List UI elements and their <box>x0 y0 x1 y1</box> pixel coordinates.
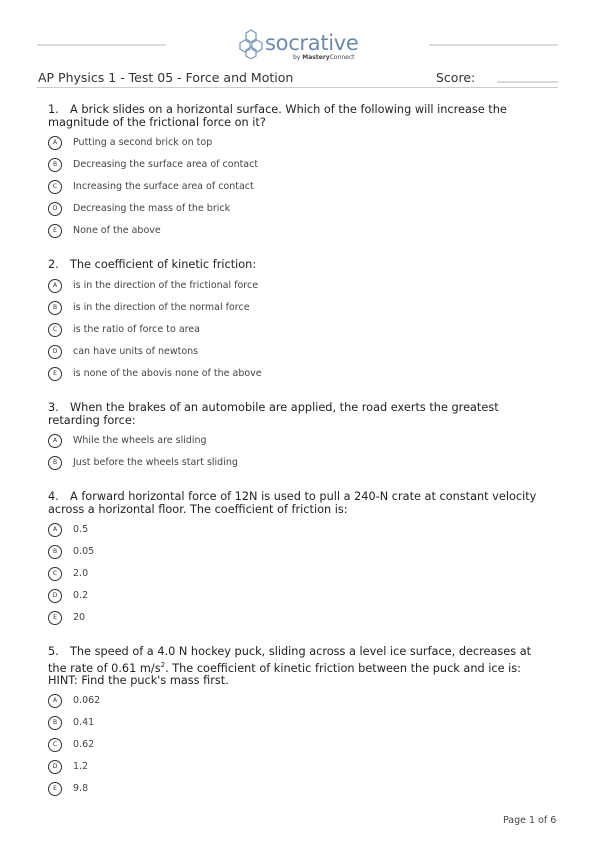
option-letter-circle[interactable]: E <box>48 224 62 238</box>
option-letter-circle[interactable]: D <box>48 202 62 216</box>
answer-option-d[interactable] <box>48 342 548 364</box>
answer-option-b[interactable] <box>48 298 548 320</box>
option-label: 2.0 <box>73 568 89 579</box>
option-label: While the wheels are sliding <box>73 435 207 446</box>
question-4 <box>48 491 548 630</box>
question-text: 2. The coefficient of kinetic friction: <box>48 258 257 271</box>
option-label: None of the above <box>73 225 161 236</box>
answer-option-d[interactable] <box>48 757 548 779</box>
question-2 <box>48 259 548 386</box>
option-letter-circle[interactable]: B <box>48 716 62 730</box>
answer-option-e[interactable] <box>48 608 548 630</box>
answer-option-a[interactable] <box>48 431 548 453</box>
option-letter-circle[interactable]: A <box>48 694 62 708</box>
answer-option-c[interactable] <box>48 177 548 199</box>
option-label: is in the direction of the normal force <box>73 301 250 313</box>
question-text: 3. When the brakes of an automobile are applied, the road exerts the greatest retarding force: <box>48 401 499 427</box>
header-divider-right <box>429 44 558 46</box>
answer-option-d[interactable] <box>48 199 548 221</box>
option-letter-circle[interactable]: C <box>48 738 62 752</box>
answer-option-c[interactable] <box>48 320 548 342</box>
option-letter-circle[interactable]: C <box>48 567 62 581</box>
answer-option-c[interactable] <box>48 735 548 757</box>
option-letter-circle[interactable]: E <box>48 367 62 381</box>
option-letter-circle[interactable]: B <box>48 158 62 172</box>
header-rule <box>37 87 558 88</box>
logo-tagline: by MasteryConnect <box>293 54 355 61</box>
question-text: 1. A brick slides on a horizontal surface. Which of the following will increase the magnitude of the frictional force on it? <box>48 103 507 129</box>
option-label: 9.8 <box>73 783 89 795</box>
score-label: Score: <box>436 70 476 85</box>
answer-option-a[interactable] <box>48 520 548 542</box>
option-label: 0.05 <box>73 546 95 557</box>
option-label: 0.5 <box>73 524 89 535</box>
question-text: 4. A forward horizontal force of 12N is used to pull a 240-N crate at constant velocity across a horizontal floor. The coefficient of friction is: <box>48 490 537 516</box>
option-letter-circle[interactable]: E <box>48 782 62 796</box>
answer-option-a[interactable] <box>48 133 548 155</box>
option-letter-circle[interactable]: A <box>48 279 62 293</box>
hexagon-cluster-icon <box>238 29 264 59</box>
header-divider-left <box>37 44 166 46</box>
option-letter-circle[interactable]: B <box>48 301 62 315</box>
question-3 <box>48 402 548 475</box>
option-label: Decreasing the surface area of contact <box>73 159 259 170</box>
option-letter-circle[interactable]: A <box>48 136 62 150</box>
option-label: 0.062 <box>73 695 101 707</box>
option-label: 0.62 <box>73 739 95 751</box>
option-label: Just before the wheels start sliding <box>73 457 238 468</box>
option-label: is in the direction of the frictional force <box>73 279 259 291</box>
answer-option-a[interactable] <box>48 691 548 713</box>
question-1 <box>48 104 548 243</box>
answer-option-b[interactable] <box>48 453 548 475</box>
option-label: 0.2 <box>73 590 89 601</box>
answer-option-a[interactable] <box>48 276 548 298</box>
socrative-logo <box>238 29 358 65</box>
option-letter-circle[interactable]: E <box>48 611 62 625</box>
option-letter-circle[interactable]: C <box>48 180 62 194</box>
option-label: Decreasing the mass of the brick <box>73 203 231 214</box>
answer-option-d[interactable] <box>48 586 548 608</box>
option-label: 20 <box>73 612 86 623</box>
answer-option-e[interactable] <box>48 364 548 386</box>
answer-option-b[interactable] <box>48 155 548 177</box>
option-label: is none of the abovis none of the above <box>73 367 262 379</box>
logo-wordmark: socrative <box>265 31 359 55</box>
option-letter-circle[interactable]: B <box>48 456 62 470</box>
option-letter-circle[interactable]: A <box>48 523 62 537</box>
answer-option-e[interactable] <box>48 221 548 243</box>
option-letter-circle[interactable]: B <box>48 545 62 559</box>
answer-option-e[interactable] <box>48 779 548 801</box>
option-label: Increasing the surface area of contact <box>73 181 254 192</box>
option-label: 0.41 <box>73 717 95 729</box>
option-label: is the ratio of force to area <box>73 323 201 335</box>
option-letter-circle[interactable]: D <box>48 589 62 603</box>
score-field[interactable] <box>497 81 558 83</box>
option-letter-circle[interactable]: C <box>48 323 62 337</box>
page-number: Page 1 of 6 <box>503 815 557 826</box>
test-title: AP Physics 1 - Test 05 - Force and Motion <box>38 70 294 85</box>
question-text: 5. The speed of a 4.0 N hockey puck, sliding across a level ice surface, decreases at the rate of 0.61 $m/s^2$. The coefficient of kinetic friction between the puck and ice is: HINT: Find the puck's mass first. <box>48 645 532 687</box>
option-label: 1.2 <box>73 761 89 773</box>
option-letter-circle[interactable]: D <box>48 345 62 359</box>
option-letter-circle[interactable]: D <box>48 760 62 774</box>
answer-option-b[interactable] <box>48 542 548 564</box>
question-5 <box>48 646 548 801</box>
option-letter-circle[interactable]: A <box>48 434 62 448</box>
option-label: Putting a second brick on top <box>73 137 213 148</box>
answer-option-c[interactable] <box>48 564 548 586</box>
option-label: can have units of newtons <box>73 345 199 357</box>
answer-option-b[interactable] <box>48 713 548 735</box>
